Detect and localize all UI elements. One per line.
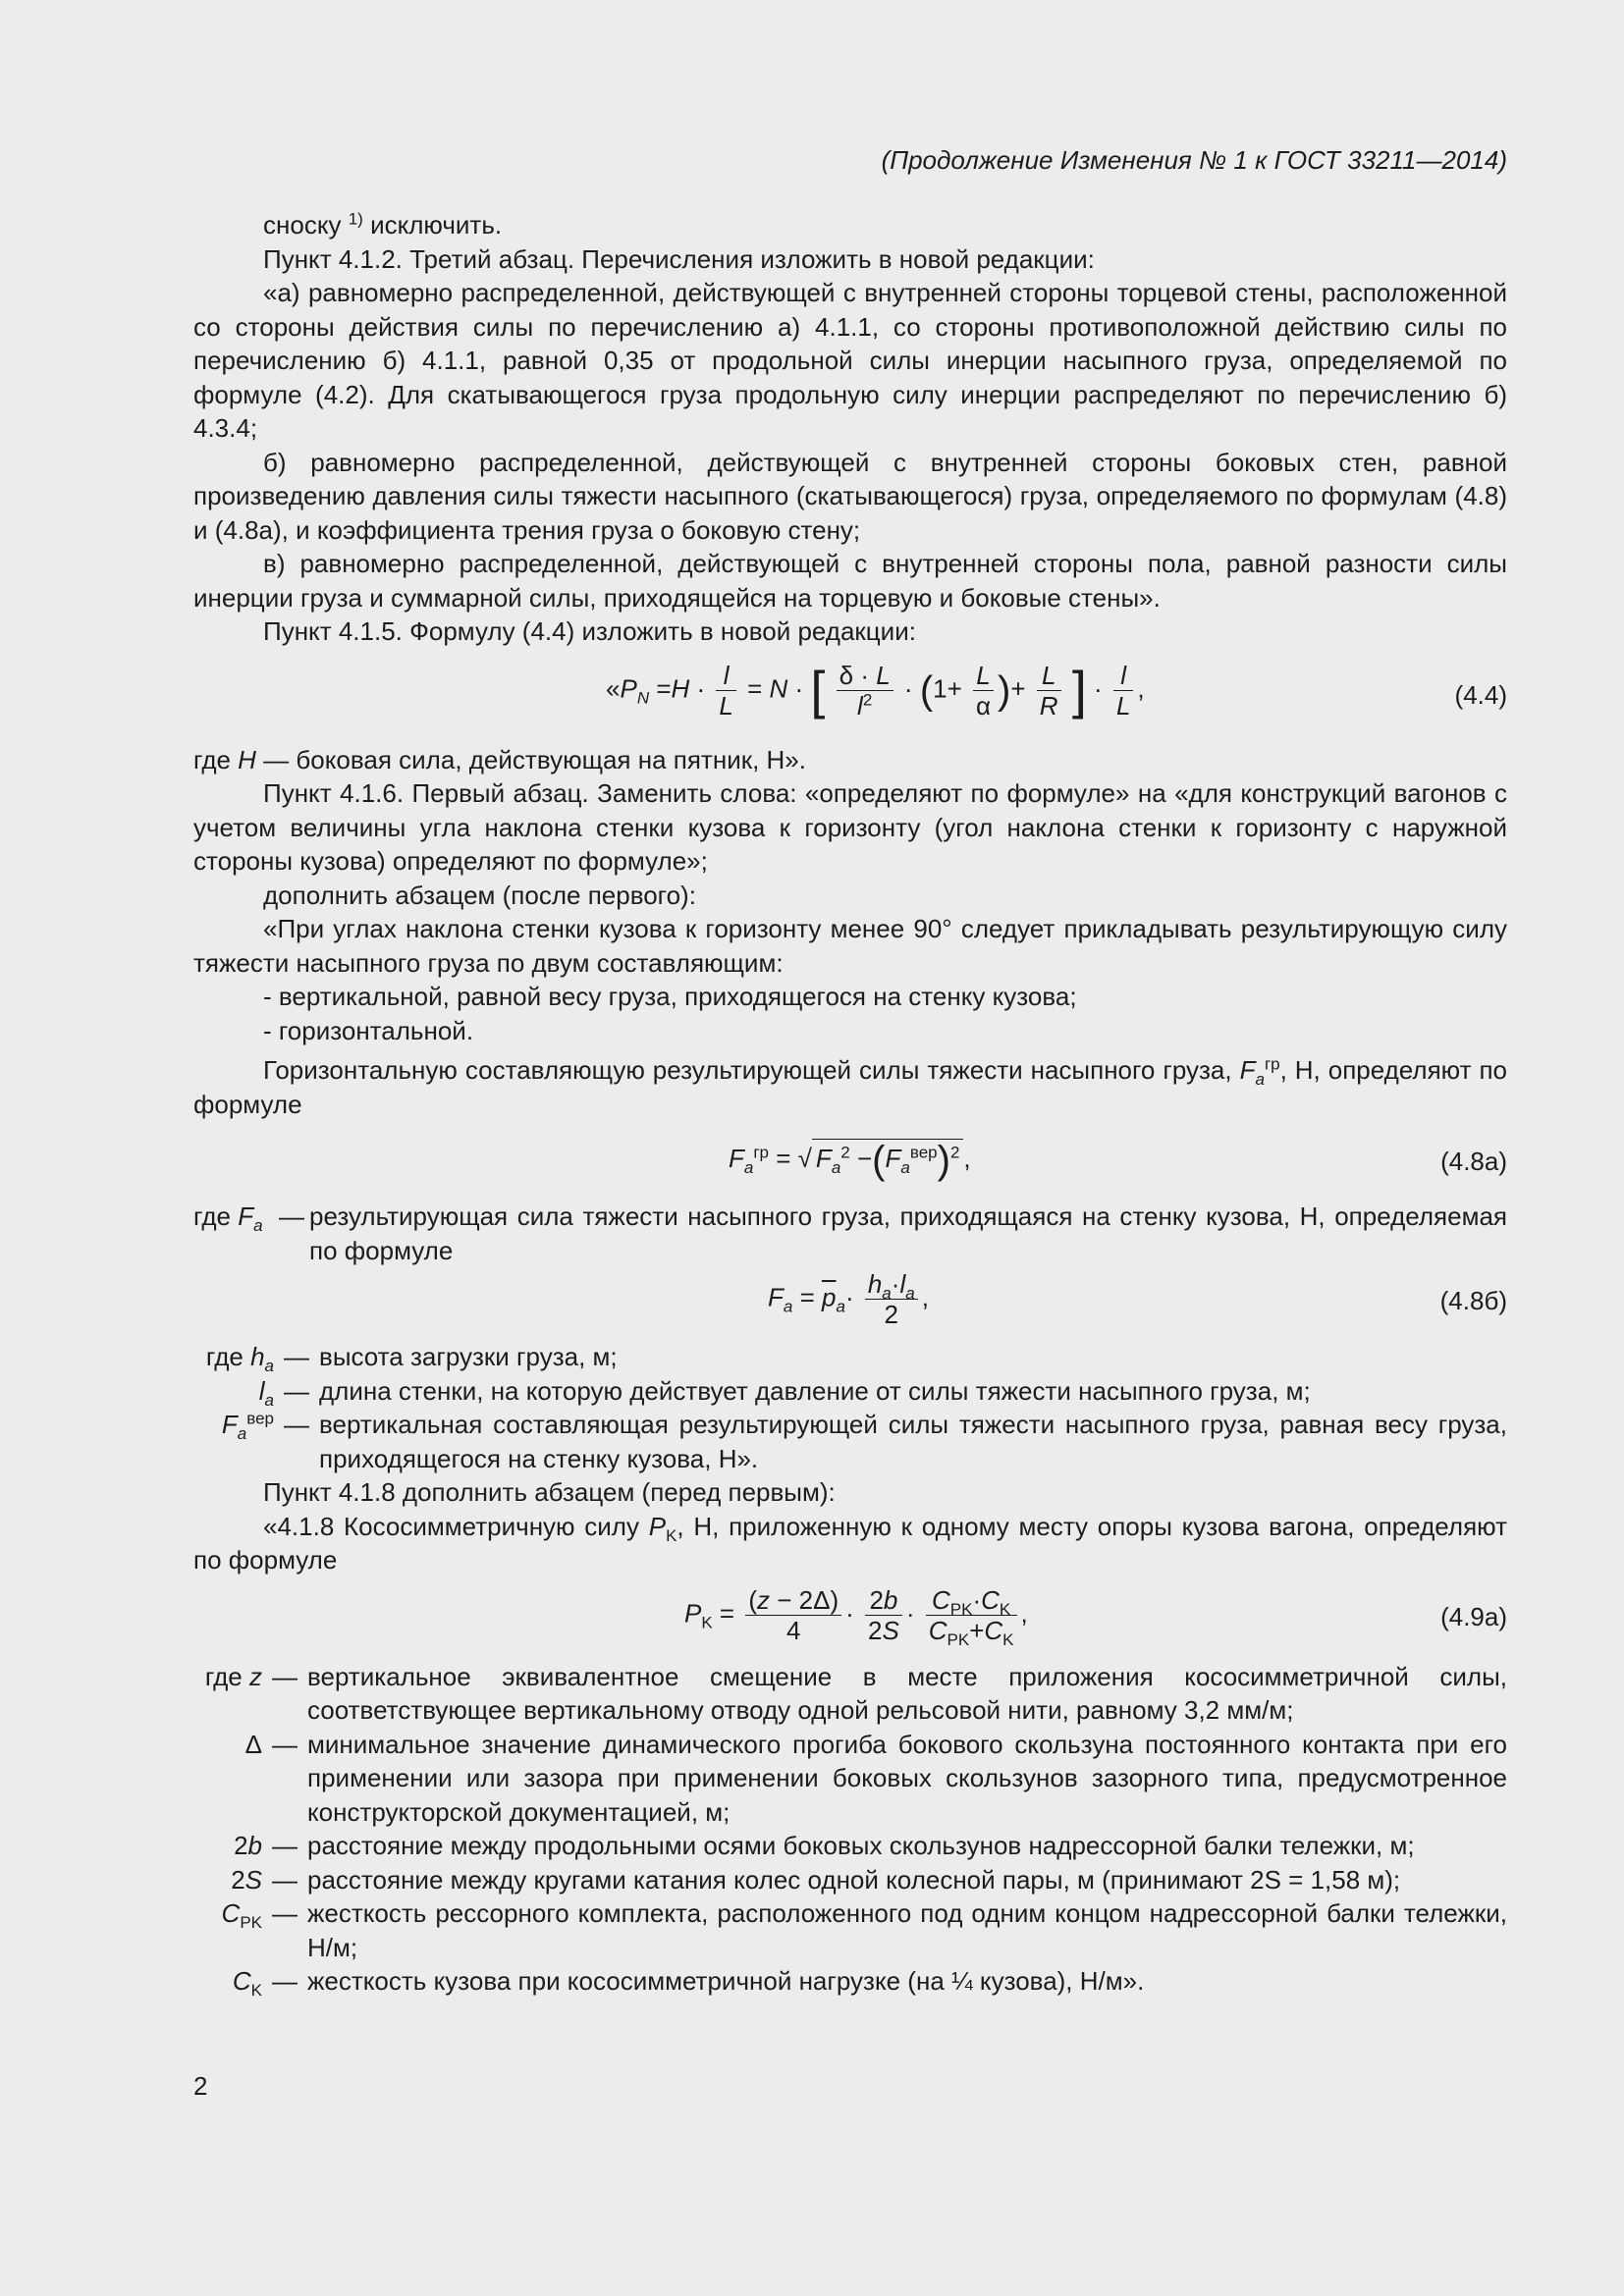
formula-number: (4.4)	[1454, 679, 1507, 710]
dash: —	[284, 1342, 309, 1371]
text: — боковая сила, действующая на пятник, Н».	[255, 744, 806, 774]
paragraph: «а) равномерно распределенной, действующей с внутренней стороны торцевой стены, расположенной со стороны действия силы по перечислению а) 4.1.1, со стороны противоположной действию силы по перечислению б) 4.1.1, равной 0,35 от продольной силы инерции насыпного груза, определяемой по формуле (4.2). Для скатывающегося груза продольную силу инерции распределяют по перечислению б) 4.3.4;	[193, 278, 1507, 443]
symbol: H	[238, 744, 256, 774]
where-word: где	[205, 1342, 244, 1371]
definition-text: расстояние между кругами катания колес одной колесной пары, м (принимают 2S = 1,58 м);	[307, 1864, 1401, 1895]
definition-list-3	[193, 1660, 1507, 1999]
definition-text: жесткость рессорного комплекта, расположенного под одним концом надрессорной балки тележки, Н/м;	[307, 1898, 1507, 1962]
definition-row: $F_a^{вер}$ — вертикальная составляющая результирующей силы тяжести насыпного груза, равная весу груза, приходящегося на стенку кузова, Н».	[193, 1408, 1507, 1475]
page-header: (Продолжение Изменения № 1 к ГОСТ 33211—2014)	[881, 145, 1507, 175]
text: сноску	[263, 210, 349, 240]
page-number: 2	[193, 2071, 208, 2101]
formula-4-9a: $P_K$ = $\frac{(z - 2\Delta)}{4}$ · $\frac{2b}{2S}$ · $\frac{C_{PK}\cdot C_K}{C_{PK}+C_K}$ , (4.9а)	[684, 1584, 1507, 1649]
paragraph: Пункт 4.1.5. Формулу (4.4) изложить в новой редакции:	[263, 616, 916, 646]
definition-list-2	[193, 1340, 1507, 1475]
paragraph: дополнить абзацем (после первого):	[263, 880, 696, 910]
definition-Fa: где $F_a$ — результирующая сила тяжести насыпного груза, приходящаяся на стенку кузова, Н, определяемая по формуле	[193, 1200, 1507, 1267]
paragraph: «4.1.8 Кососимметричную силу $P_K$, Н, приложенную к одному месту опоры кузова вагона, определяют по формуле	[193, 1511, 1507, 1575]
formula-4-8a: $F_a^{гр}$ = √ $F_a^2 -(F_a^{вер})^2$ , (4.8а)	[729, 1138, 1507, 1182]
formula-4-8b: $F_a = \overline{p}_a\cdot$ $\frac{h_a\cdot l_a}{2}$ , (4.8б)	[768, 1269, 1507, 1329]
text: , Н, приложенную к одному месту опоры кузова вагона, определяют по формуле	[193, 1511, 1507, 1575]
list-item: - вертикальной, равной весу груза, приходящегося на стенку кузова;	[263, 982, 1077, 1011]
definition-text: жесткость кузова при кососимметричной нагрузке (на ¼ кузова), Н/м».	[307, 1966, 1145, 1996]
dash: —	[272, 1898, 298, 1928]
dash: —	[284, 1410, 309, 1439]
dash: —	[272, 1864, 298, 1895]
definition-row: 2b — расстояние между продольными осями боковых скользунов надрессорной балки тележки, м;	[193, 1829, 1507, 1863]
definition-row: $C_{PK}$ — жесткость рессорного комплекта, расположенного под одним концом надрессорной балки тележки, Н/м;	[193, 1896, 1507, 1964]
definition-row: 2S — расстояние между кругами катания колес одной колесной пары, м (принимают 2S = 1,58 м);	[193, 1863, 1507, 1897]
footnote-mark: 1)	[348, 209, 363, 229]
definition-text: расстояние между продольными осями боковых скользунов надрессорной балки тележки, м;	[307, 1831, 1415, 1860]
paragraph: Пункт 4.1.8 дополнить абзацем (перед первым):	[263, 1477, 836, 1507]
paragraph: б) равномерно распределенной, действующей с внутренней стороны боковых стен, равной произведению давления силы тяжести насыпного (скатывающегося) груза, определяемого по формулам (4.8) и (4.8а), и коэффициента трения груза о боковую стену;	[193, 447, 1507, 545]
dash: —	[272, 1831, 298, 1860]
text: , Н, определяют по формуле	[193, 1055, 1507, 1119]
definition-row: $l_a$ — длина стенки, на которую действует давление от силы тяжести насыпного груза, м;	[193, 1374, 1507, 1409]
definition-text: минимальное значение динамического прогиба бокового скользуна постоянного контакта при его применении или зазора при применении боковых скользунов зазорного типа, предусмотренное конструкторской документацией, м;	[307, 1729, 1507, 1827]
definition-text: вертикальное эквивалентное смещение в месте приложения кососимметричной силы, соответствующее вертикальному отводу одной рельсовой нити, равному 3,2 мм/м;	[307, 1661, 1507, 1725]
definition-text: вертикальная составляющая результирующей силы тяжести насыпного груза, равная весу груза, приходящегося на стенку кузова, Н».	[319, 1410, 1507, 1473]
text: Горизонтальную составляющую результирующей силы тяжести насыпного груза,	[263, 1055, 1240, 1085]
dash: —	[284, 1375, 309, 1406]
definition-row: Δ — минимальное значение динамического прогиба бокового скользуна постоянного контакта при его применении или зазора при применении боковых скользунов зазорного типа, предусмотренное конструкторской документацией, м;	[193, 1728, 1507, 1830]
dash: —	[272, 1966, 298, 1996]
paragraph-footnote	[193, 208, 1507, 242]
definition-row: $C_K$ — жесткость кузова при кососимметричной нагрузке (на ¼ кузова), Н/м».	[193, 1964, 1507, 1999]
definition-row: где $h_a$ — высота загрузки груза, м;	[193, 1340, 1507, 1374]
list-item: - горизонтальной.	[263, 1015, 474, 1045]
text: где	[193, 744, 239, 774]
formula-number: (4.9а)	[1440, 1601, 1507, 1631]
where-word: где	[204, 1661, 243, 1691]
paragraph: в) равномерно распределенной, действующей с внутренней стороны пола, равной разности силы инерции груза и суммарной силы, приходящейся на торцевую и боковые стены».	[193, 549, 1507, 613]
document-body	[193, 208, 1507, 1999]
where-word: где	[193, 1201, 231, 1231]
formula-4-4: «$P_N =H$ · $\frac{l}{L}$ = N · [ $\frac{\delta \cdot L}{l^2}$ · (1+ $\frac{L}{\alpha}$ )+ $\frac{L}{R}$ ] · $\frac{l}{L}$ , (4.4)	[606, 660, 1507, 721]
paragraph: Пункт 4.1.6. Первый абзац. Заменить слова: «определяют по формуле» на «для конструкций вагонов с учетом величины угла наклона стенки кузова к горизонту (угол наклона стенки к горизонту с наружной стороны кузова) определяют по формуле»;	[193, 778, 1507, 876]
definition-text: высота загрузки груза, м;	[319, 1342, 618, 1371]
definition-text: результирующая сила тяжести насыпного груза, приходящаяся на стенку кузова, Н, определяемая по формуле	[309, 1201, 1507, 1265]
paragraph: «При углах наклона стенки кузова к горизонту менее 90° следует прикладывать результирующую силу тяжести насыпного груза по двум составляющим:	[193, 914, 1507, 978]
definition-text: длина стенки, на которую действует давление от силы тяжести насыпного груза, м;	[319, 1375, 1311, 1406]
paragraph: Горизонтальную составляющую результирующей силы тяжести насыпного груза, $F_a^{гр}$, Н, определяют по формуле	[193, 1054, 1507, 1119]
definition-row: где z — вертикальное эквивалентное смещение в месте приложения кососимметричной силы, соответствующее вертикальному отводу одной рельсовой нити, равному 3,2 мм/м;	[193, 1660, 1507, 1728]
dash: —	[279, 1201, 304, 1231]
dash: —	[272, 1661, 298, 1691]
text: исключить.	[362, 210, 503, 240]
formula-number: (4.8б)	[1439, 1285, 1507, 1315]
dash: —	[272, 1729, 298, 1759]
paragraph-definition-H	[193, 743, 1507, 777]
formula-number: (4.8а)	[1440, 1146, 1507, 1176]
text: «4.1.8 Кососимметричную силу	[263, 1511, 649, 1541]
paragraph: Пункт 4.1.2. Третий абзац. Перечисления изложить в новой редакции:	[263, 243, 1095, 274]
